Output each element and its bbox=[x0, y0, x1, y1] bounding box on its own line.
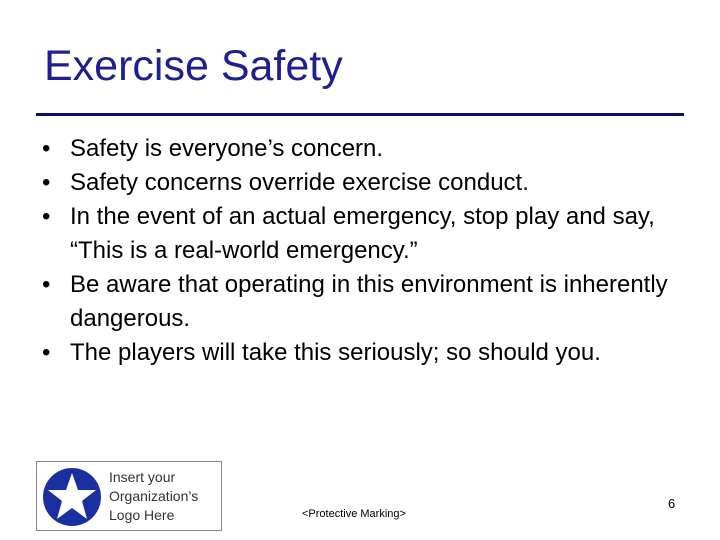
bullet-marker: • bbox=[42, 203, 51, 230]
bullet-marker: • bbox=[42, 135, 51, 162]
bullet-item bbox=[42, 166, 682, 200]
protective-marking: <Protective Marking> bbox=[302, 508, 406, 520]
bullet-marker: • bbox=[42, 271, 51, 298]
bullet-item bbox=[42, 336, 682, 370]
logo-line: Organization’s bbox=[109, 488, 199, 504]
logo-line: Logo Here bbox=[109, 507, 175, 523]
title-divider bbox=[36, 113, 684, 116]
bullet-text: In the event of an actual emergency, stop play and say, “This is a real-world emergency.” bbox=[70, 203, 655, 264]
bullet-text: Safety is everyone’s concern. bbox=[70, 135, 384, 162]
bullet-item bbox=[42, 200, 682, 268]
bullet-marker: • bbox=[42, 169, 51, 196]
logo-text bbox=[109, 468, 221, 525]
bullet-item bbox=[42, 268, 682, 336]
bullet-item bbox=[42, 132, 682, 166]
bullet-text: The players will take this seriously; so should you. bbox=[70, 339, 601, 366]
bullet-list bbox=[42, 132, 682, 370]
slide-title: Exercise Safety bbox=[44, 42, 343, 90]
bullet-marker: • bbox=[42, 339, 51, 366]
organization-logo-placeholder bbox=[36, 461, 222, 531]
bullet-text: Safety concerns override exercise conduct. bbox=[70, 169, 529, 196]
logo-line: Insert your bbox=[109, 469, 176, 485]
star-icon bbox=[41, 466, 103, 528]
bullet-text: Be aware that operating in this environment is inherently dangerous. bbox=[70, 271, 668, 332]
page-number: 6 bbox=[668, 496, 676, 511]
